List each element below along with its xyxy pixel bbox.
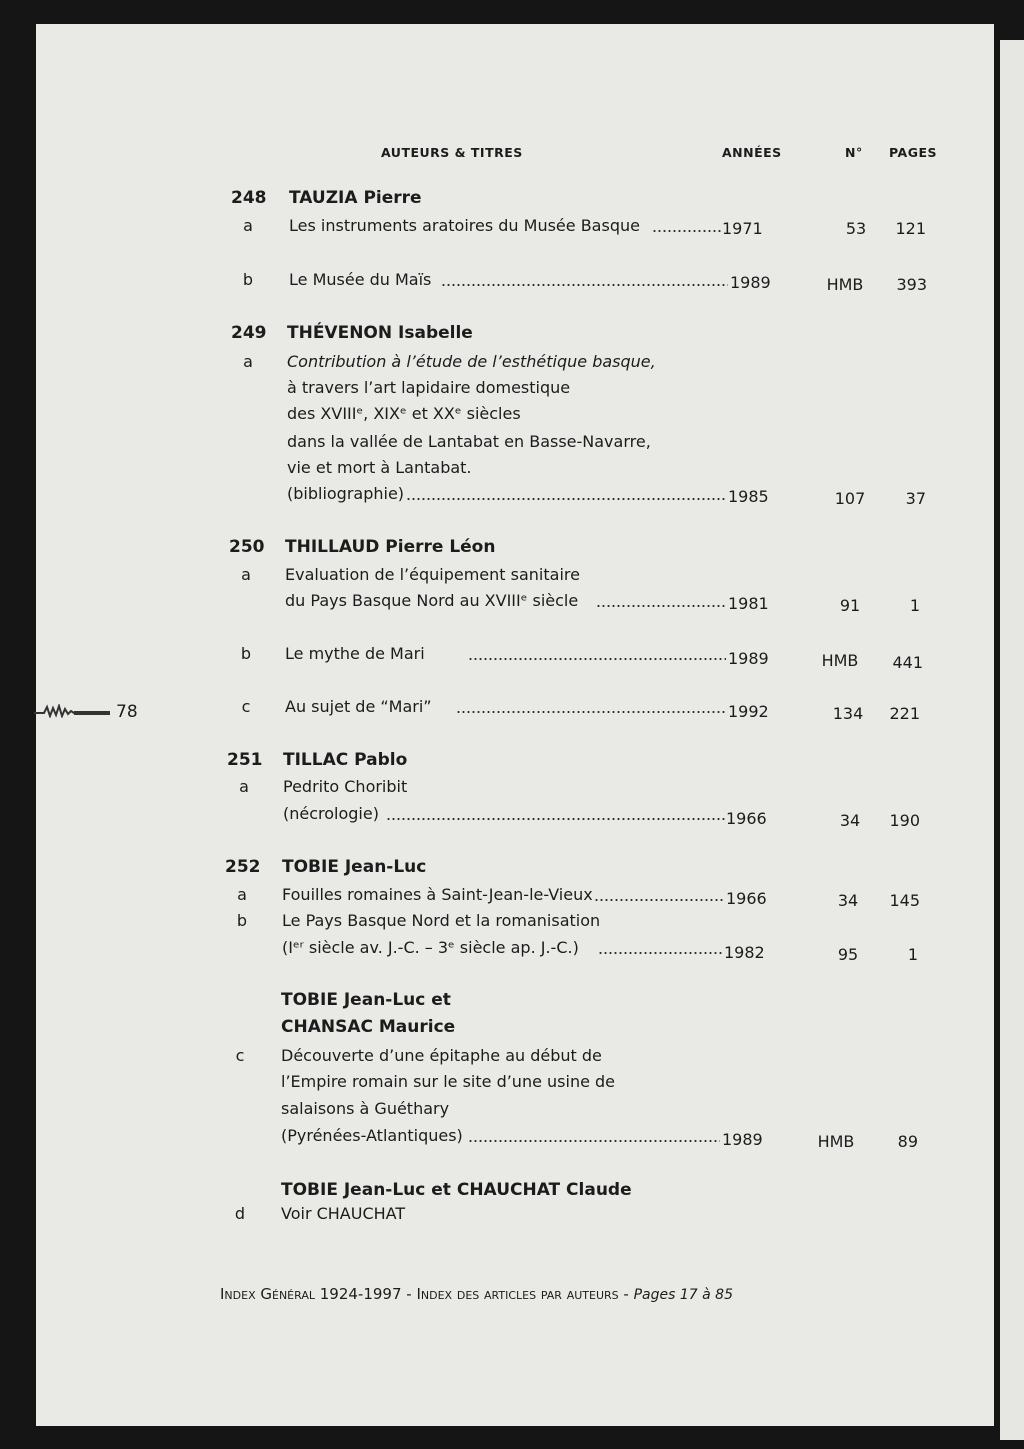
- dot-leader: [468, 1139, 720, 1143]
- author-name: THILLAUD Pierre Léon: [285, 537, 496, 557]
- item-title: Au sujet de “Mari”: [285, 697, 432, 716]
- item-pages: 121: [895, 219, 926, 238]
- dot-leader: [406, 497, 726, 501]
- author-name: TOBIE Jean-Luc et: [281, 990, 451, 1010]
- item-issue: 95: [837, 945, 859, 964]
- item-title: (nécrologie): [283, 804, 379, 823]
- item-title: vie et mort à Lantabat.: [287, 458, 472, 477]
- item-issue: HMB: [826, 275, 864, 294]
- item-title: l’Empire romain sur le site d’une usine de: [281, 1072, 616, 1091]
- item-pages: 393: [896, 275, 927, 294]
- item-title: dans la vallée de Lantabat en Basse-Navarre,: [287, 432, 651, 451]
- author-name: TILLAC Pablo: [283, 750, 408, 770]
- item-letter: d: [234, 1204, 246, 1223]
- entry-number: 250: [229, 537, 265, 557]
- item-year: 1992: [728, 702, 769, 721]
- item-issue: HMB: [821, 651, 859, 670]
- item-title: du Pays Basque Nord au XVIIIᵉ siècle: [285, 591, 579, 610]
- item-issue: 107: [834, 489, 866, 508]
- footer-index-title: Index Général: [220, 1285, 315, 1303]
- entry-number: 249: [231, 323, 267, 343]
- item-title: Le Pays Basque Nord et la romanisation: [282, 911, 601, 930]
- dot-leader: [456, 710, 726, 714]
- item-title: Contribution à l’étude de l’esthétique basque,: [287, 352, 656, 371]
- dot-leader: [594, 898, 724, 902]
- dot-leader: [386, 817, 726, 821]
- dot-leader: [598, 951, 722, 955]
- item-year: 1966: [726, 889, 767, 908]
- item-letter: a: [239, 777, 249, 796]
- item-pages: 221: [889, 704, 920, 723]
- item-issue: HMB: [817, 1132, 855, 1151]
- item-letter: b: [242, 270, 254, 289]
- page-footer: [220, 1285, 733, 1303]
- item-letter: c: [235, 1046, 245, 1065]
- author-name: THÉVENON Isabelle: [287, 323, 473, 343]
- header-years: ANNÉES: [722, 145, 782, 160]
- footer-section-title: Index des articles par auteurs: [416, 1285, 619, 1303]
- item-year: 1989: [722, 1130, 763, 1149]
- item-title: (Pyrénées-Atlantiques): [281, 1126, 463, 1145]
- entry-number: 251: [227, 750, 263, 770]
- item-title: Découverte d’une épitaphe au début de: [281, 1046, 602, 1065]
- dot-leader: [596, 604, 726, 608]
- item-letter: b: [236, 911, 248, 930]
- item-pages: 1: [909, 596, 920, 615]
- item-letter: a: [243, 352, 253, 371]
- item-letter: a: [241, 565, 251, 584]
- header-pages: PAGES: [889, 145, 937, 160]
- item-pages: 441: [892, 653, 923, 672]
- entry-number: 248: [231, 188, 267, 208]
- item-title: salaisons à Guéthary: [281, 1099, 450, 1118]
- item-title: des XVIIIᵉ, XIXᵉ et XXᵉ siècles: [287, 404, 521, 423]
- author-name: TAUZIA Pierre: [289, 188, 422, 208]
- item-title: Voir CHAUCHAT: [281, 1204, 406, 1223]
- item-title: Le Musée du Maïs: [289, 270, 432, 289]
- item-year: 1981: [728, 594, 769, 613]
- dot-leader: [468, 657, 726, 661]
- item-title: (bibliographie): [287, 484, 405, 503]
- item-pages: 190: [889, 811, 920, 830]
- item-title: Le mythe de Mari: [285, 644, 425, 663]
- dot-leader: [652, 229, 722, 233]
- page-gutter: [994, 0, 1000, 1449]
- item-issue: 34: [839, 811, 861, 830]
- item-issue: 134: [832, 704, 864, 723]
- item-letter: b: [240, 644, 252, 663]
- item-year: 1971: [722, 219, 763, 238]
- item-title: à travers l’art lapidaire domestique: [287, 378, 571, 397]
- author-name: CHANSAC Maurice: [281, 1017, 456, 1037]
- item-pages: 37: [905, 489, 926, 508]
- header-number: N°: [845, 145, 863, 160]
- item-year: 1989: [730, 273, 771, 292]
- item-pages: 1: [907, 945, 918, 964]
- entry-number: 252: [225, 857, 261, 877]
- header-authors-titles: AUTEURS & TITRES: [381, 145, 523, 160]
- footer-pages-range: Pages 17 à 85: [633, 1287, 733, 1303]
- item-letter: a: [243, 216, 253, 235]
- item-issue: 34: [837, 891, 859, 910]
- item-letter: a: [237, 885, 247, 904]
- item-issue: 53: [845, 219, 867, 238]
- footer-separator: -: [618, 1285, 634, 1303]
- item-title: Pedrito Choribit: [283, 777, 408, 796]
- margin-thumb-mark-icon: [34, 704, 110, 718]
- item-title: Evaluation de l’équipement sanitaire: [285, 565, 580, 584]
- item-year: 1966: [726, 809, 767, 828]
- item-year: 1989: [728, 649, 769, 668]
- author-name: TOBIE Jean-Luc et CHAUCHAT Claude: [281, 1180, 632, 1200]
- item-pages: 145: [889, 891, 920, 910]
- margin-page-number: 78: [116, 702, 138, 722]
- item-issue: 91: [839, 596, 861, 615]
- item-title: (Iᵉʳ siècle av. J.-C. – 3ᵉ siècle ap. J.-C.): [282, 938, 579, 957]
- item-title: Les instruments aratoires du Musée Basque: [289, 216, 640, 235]
- author-name: TOBIE Jean-Luc: [282, 857, 427, 877]
- dot-leader: [441, 283, 728, 287]
- item-pages: 89: [897, 1132, 918, 1151]
- footer-years: 1924-1997 -: [314, 1285, 417, 1303]
- item-year: 1985: [728, 487, 769, 506]
- item-title: Fouilles romaines à Saint-Jean-le-Vieux: [282, 885, 593, 904]
- item-letter: c: [241, 697, 251, 716]
- item-year: 1982: [724, 943, 765, 962]
